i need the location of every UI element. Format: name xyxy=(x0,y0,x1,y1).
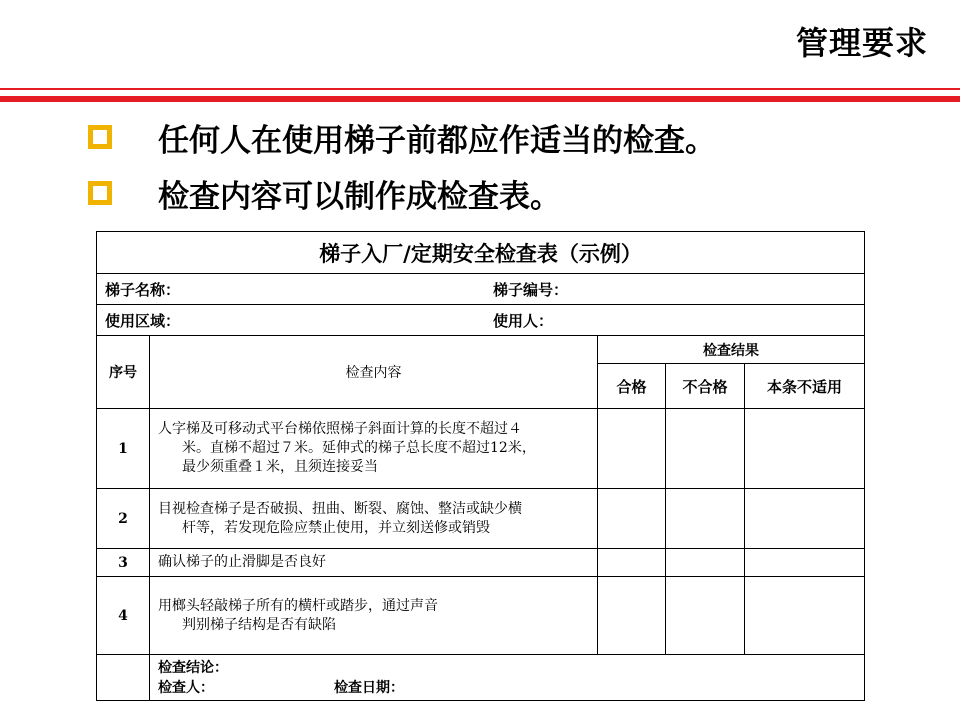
bullet-item xyxy=(88,168,716,218)
result-fail-cell[interactable] xyxy=(666,549,745,577)
user-label: 使用人： xyxy=(493,311,554,330)
col-header-result: 检查结果 xyxy=(598,336,865,364)
result-fail-cell[interactable] xyxy=(666,577,745,655)
table-row xyxy=(97,409,865,489)
row-content xyxy=(150,577,598,655)
row-number: 2 xyxy=(97,489,150,549)
conclusion-cell xyxy=(150,655,865,701)
content-line: 人字梯及可移动式平台梯依照梯子斜面计算的长度不超过４ xyxy=(158,421,522,437)
bullet-item xyxy=(88,112,716,162)
content-line: 用榔头轻敲梯子所有的横杆或踏步，通过声音 xyxy=(158,597,438,614)
ladder-name-label: 梯子名称： xyxy=(105,280,181,299)
content-line: 最少须重叠１米，且须连接妥当 xyxy=(182,459,378,475)
ladder-info-row xyxy=(97,274,865,305)
inspection-date-label: 检查日期： xyxy=(334,679,404,696)
content-line: 杆等，若发现危险应禁止使用，并立刻送修或销毁 xyxy=(182,519,490,536)
content-line: 米。直梯不超过７米。延伸式的梯子总长度不超过12米， xyxy=(182,440,536,456)
square-bullet-icon xyxy=(88,125,112,149)
row-number: 1 xyxy=(97,409,150,489)
col-header-na: 本条不适用 xyxy=(745,364,865,409)
table-row xyxy=(97,577,865,655)
inspection-table xyxy=(96,231,865,701)
result-na-cell[interactable] xyxy=(745,489,865,549)
col-header-pass: 合格 xyxy=(598,364,666,409)
row-number: 3 xyxy=(97,549,150,577)
header-rule-thick xyxy=(0,96,960,102)
result-pass-cell[interactable] xyxy=(598,409,666,489)
bullet-text: 检查内容可以制作成检查表。 xyxy=(158,178,561,215)
content-line: 确认梯子的止滑脚是否良好 xyxy=(158,554,326,570)
result-na-cell[interactable] xyxy=(745,549,865,577)
row-content xyxy=(150,409,598,489)
conclusion-blank-cell xyxy=(97,655,150,701)
col-header-content: 检查内容 xyxy=(150,336,598,409)
table-row xyxy=(97,489,865,549)
usage-area-label: 使用区域： xyxy=(105,311,181,330)
col-header-fail: 不合格 xyxy=(666,364,745,409)
inspector-label: 检查人： xyxy=(158,679,214,696)
result-na-cell[interactable] xyxy=(745,577,865,655)
row-content xyxy=(150,549,598,577)
conclusion-row xyxy=(97,655,865,701)
result-fail-cell[interactable] xyxy=(666,409,745,489)
table-title: 梯子入厂/定期安全检查表（示例） xyxy=(97,232,865,274)
result-fail-cell[interactable] xyxy=(666,489,745,549)
col-header-no: 序号 xyxy=(97,336,150,409)
header-rule-thin xyxy=(0,88,960,90)
table-row xyxy=(97,549,865,577)
result-pass-cell[interactable] xyxy=(598,549,666,577)
ladder-number-label: 梯子编号： xyxy=(493,280,569,299)
row-content xyxy=(150,489,598,549)
bullet-list xyxy=(88,112,716,224)
conclusion-label: 检查结论： xyxy=(158,659,228,676)
bullet-text: 任何人在使用梯子前都应作适当的检查。 xyxy=(158,122,716,159)
result-pass-cell[interactable] xyxy=(598,489,666,549)
result-na-cell[interactable] xyxy=(745,409,865,489)
row-number: 4 xyxy=(97,577,150,655)
square-bullet-icon xyxy=(88,181,112,205)
usage-info-row xyxy=(97,305,865,336)
result-pass-cell[interactable] xyxy=(598,577,666,655)
content-line: 判别梯子结构是否有缺陷 xyxy=(182,616,336,633)
page-title: 管理要求 xyxy=(795,24,928,62)
content-line: 目视检查梯子是否破损、扭曲、断裂、腐蚀、整洁或缺少横 xyxy=(158,500,522,517)
